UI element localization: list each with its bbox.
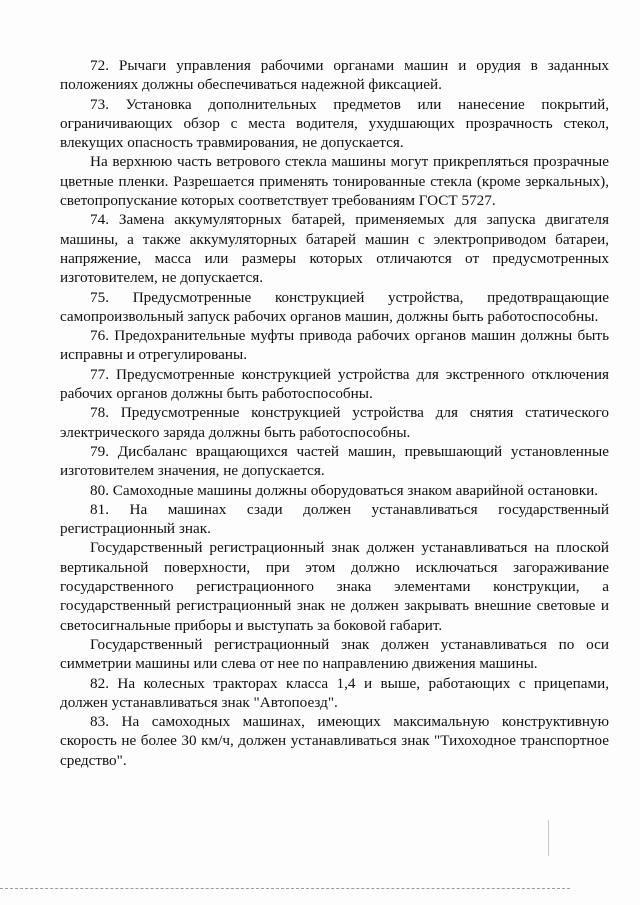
paragraph-81-plate-surface: Государственный регистрационный знак должен устанавливаться на плоской вертикальной поверхности, при этом должно исключаться загораживание государственного регистрационного знака элементами конструкции, а государственный регистрационный знак не должен закрывать внешние световые и светосигнальные приборы и выступать за боковой габарит.: [60, 539, 609, 634]
paragraph-78: 78. Предусмотренные конструкцией устройства для снятия статического электрического заряда должны быть работоспособны.: [60, 404, 609, 441]
paragraph-82: 82. На колесных тракторах класса 1,4 и выше, работающих с прицепами, должен устанавливаться знак "Автопоезд".: [60, 674, 609, 711]
paragraph-76: 76. Предохранительные муфты привода рабочих органов машин должны быть исправны и отрегулированы.: [60, 327, 609, 364]
scan-bottom-edge: [0, 888, 570, 889]
document-body: [60, 56, 609, 770]
paragraph-77: 77. Предусмотренные конструкцией устройства для экстренного отключения рабочих органов должны быть работоспособны.: [60, 365, 609, 403]
paragraph-72: 72. Рычаги управления рабочими органами машин и орудия в заданных положениях должны обеспечиваться надежной фиксацией.: [60, 57, 609, 94]
paragraph-80: 80. Самоходные машины должны оборудоваться знаком аварийной остановки.: [90, 481, 599, 499]
paragraph-73: 73. Установка дополнительных предметов или нанесение покрытий, ограничивающих обзор с места водителя, ухудшающих прозрачность стекол, влекущих опасность травмирования, не допускается.: [60, 95, 609, 152]
paragraph-79: 79. Дисбаланс вращающихся частей машин, превышающий установленные изготовителем значения, не допускается.: [60, 442, 609, 480]
paragraph-83: 83. На самоходных машинах, имеющих максимальную конструктивную скорость не более 30 км/ч, должен устанавливаться знак "Тихоходное транспортное средство".: [60, 713, 609, 769]
paragraph-74: 74. Замена аккумуляторных батарей, применяемых для запуска двигателя машины, а также аккумуляторных батарей машин с электроприводом батареи, напряжение, масса или размеры которых отличаются от предусмотренных изготовителем, не допускается.: [60, 211, 609, 287]
paragraph-81-plate-position: Государственный регистрационный знак должен устанавливаться по оси симметрии машины или слева от нее по направлению движения машины.: [60, 635, 609, 673]
paragraph-73-windshield-films: На верхнюю часть ветрового стекла машины могут прикрепляться прозрачные цветные пленки. Разрешается применять тонированные стекла (кроме зеркальных), светопропускание которых соответствует требованиям ГОСТ 5727.: [60, 153, 609, 210]
paragraph-81: 81. На машинах сзади должен устанавливаться государственный регистрационный знак.: [60, 500, 609, 538]
paragraph-75: 75. Предусмотренные конструкцией устройства, предотвращающие самопроизвольный запуск рабочих органов машин, должны быть работоспособны.: [60, 288, 609, 325]
scan-edge-mark: [548, 820, 549, 856]
